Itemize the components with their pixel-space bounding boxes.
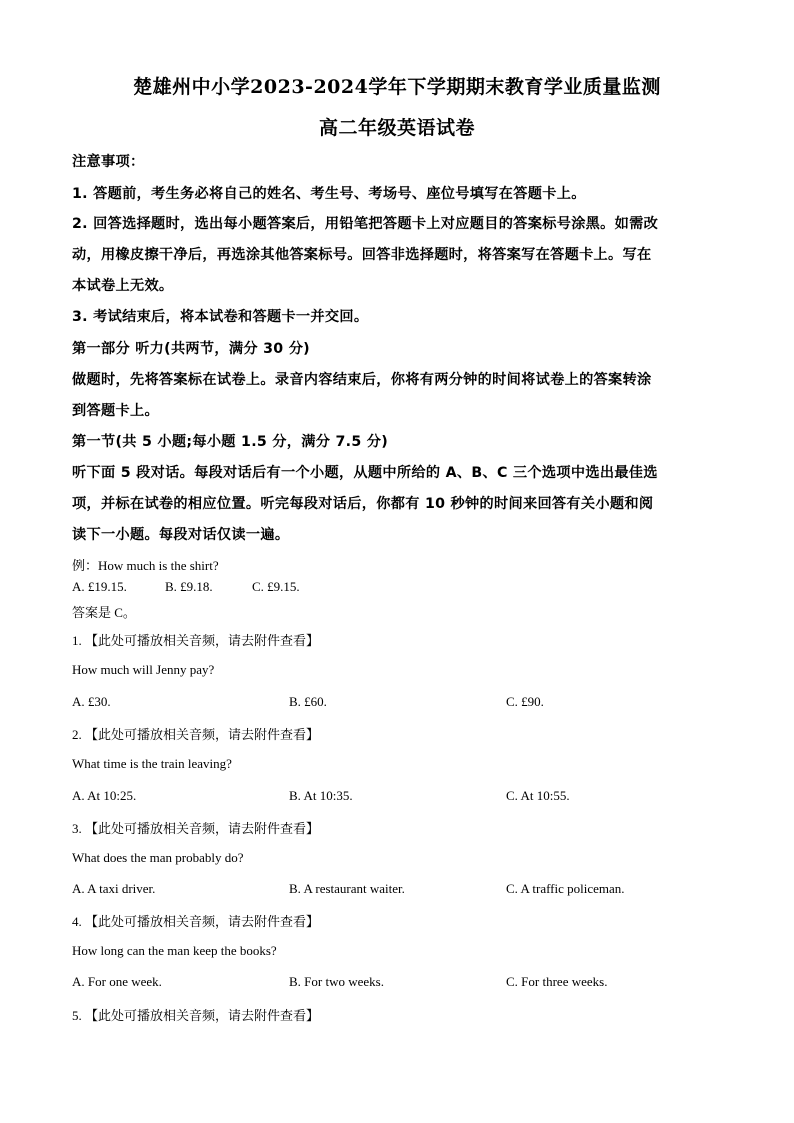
question-1-option-a: A. £30. <box>72 694 111 709</box>
exam-title: 楚雄州中小学2023-2024学年下学期期末教育学业质量监测 <box>133 76 661 98</box>
example-option-c: C. £9.15. <box>252 579 300 594</box>
question-4-option-c: C. For three weeks. <box>506 974 608 989</box>
question-5-audio-note: 5. 【此处可播放相关音频，请去附件查看】 <box>72 1008 320 1023</box>
section1-desc-line-2: 项，并标在试卷的相应位置。听完每段对话后，你都有 10 秒钟的时间来回答有关小题和阅 <box>72 496 654 512</box>
question-2-option-b: B. At 10:35. <box>289 788 353 803</box>
part1-desc-line-2: 到答题卡上。 <box>72 403 159 419</box>
notice-item-2-line-2: 动，用橡皮擦干净后，再选涂其他答案标号。回答非选择题时，将答案写在答题卡上。写在 <box>72 247 652 263</box>
question-4-option-a: A. For one week. <box>72 974 162 989</box>
question-4-option-b: B. For two weeks. <box>289 974 384 989</box>
example-option-b: B. £9.18. <box>165 579 213 594</box>
question-2-option-a: A. At 10:25. <box>72 788 137 803</box>
notice-item-2-line-1: 2. 回答选择题时，选出每小题答案后，用铅笔把答题卡上对应题目的答案标号涂黑。如需改 <box>72 216 659 232</box>
question-2-audio-note: 2. 【此处可播放相关音频，请去附件查看】 <box>72 727 320 742</box>
question-3-audio-note: 3. 【此处可播放相关音频，请去附件查看】 <box>72 821 320 836</box>
question-4-audio-note: 4. 【此处可播放相关音频，请去附件查看】 <box>72 914 320 929</box>
question-2-text: What time is the train leaving? <box>72 756 232 771</box>
question-4-text: How long can the man keep the books? <box>72 943 277 958</box>
example-option-a: A. £19.15. <box>72 579 127 594</box>
notice-heading: 注意事项： <box>72 154 145 170</box>
question-3-text: What does the man probably do? <box>72 850 244 865</box>
question-1-option-b: B. £60. <box>289 694 327 709</box>
question-1-text: How much will Jenny pay? <box>72 662 215 677</box>
example-answer: 答案是 C。 <box>72 605 136 620</box>
section1-desc-line-3: 读下一小题。每段对话仅读一遍。 <box>72 527 290 543</box>
question-2-option-c: C. At 10:55. <box>506 788 570 803</box>
part1-desc-line-1: 做题时，先将答案标在试卷上。录音内容结束后，你将有两分钟的时间将试卷上的答案转涂 <box>72 372 652 388</box>
example-question: 例：How much is the shirt? <box>72 558 219 573</box>
notice-item-3: 3. 考试结束后，将本试卷和答题卡一并交回。 <box>72 309 369 325</box>
question-3-option-a: A. A taxi driver. <box>72 881 156 896</box>
section1-heading: 第一节(共 5 小题;每小题 1.5 分，满分 7.5 分) <box>72 434 389 450</box>
notice-item-2-line-3: 本试卷上无效。 <box>72 278 174 294</box>
exam-subtitle: 高二年级英语试卷 <box>318 117 475 139</box>
question-1-audio-note: 1. 【此处可播放相关音频，请去附件查看】 <box>72 633 320 648</box>
question-3-option-c: C. A traffic policeman. <box>506 881 625 896</box>
question-1-option-c: C. £90. <box>506 694 544 709</box>
section1-desc-line-1: 听下面 5 段对话。每段对话后有一个小题，从题中所给的 A、B、C 三个选项中选出最佳选 <box>72 465 658 481</box>
notice-item-1: 1. 答题前，考生务必将自己的姓名、考生号、考场号、座位号填写在答题卡上。 <box>72 186 586 202</box>
question-3-option-b: B. A restaurant waiter. <box>289 881 405 896</box>
part1-heading: 第一部分 听力(共两节，满分 30 分) <box>72 341 310 357</box>
